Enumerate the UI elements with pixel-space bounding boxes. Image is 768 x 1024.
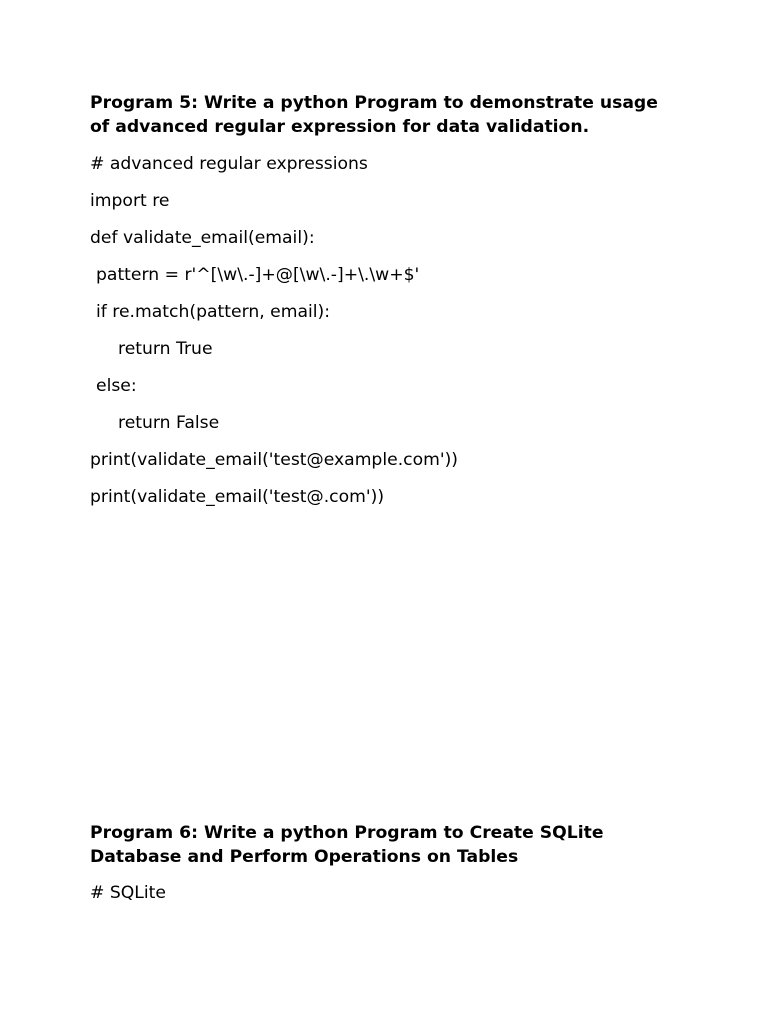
code-if-line: if re.match(pattern, email):	[96, 302, 331, 322]
program-5-heading	[90, 91, 700, 139]
program-5-heading-line-2: of advanced regular expression for data validation.	[90, 117, 590, 137]
code-print-line-2: print(validate_email('test@.com'))	[90, 487, 385, 507]
code-pattern-line: pattern = r'^[\w\.-]+@[\w\.-]+\.\w+$'	[96, 265, 420, 285]
code-return-true-line: return True	[118, 339, 213, 359]
code-print-line-1: print(validate_email('test@example.com'))	[90, 450, 459, 470]
code-import-line: import re	[90, 191, 170, 211]
program-6-heading-line-1: Program 6: Write a python Program to Create SQLite	[90, 823, 604, 843]
program-6-heading	[90, 821, 700, 869]
code-def-line: def validate_email(email):	[90, 228, 315, 248]
code-comment-line: # advanced regular expressions	[90, 154, 368, 174]
program-5-heading-line-1: Program 5: Write a python Program to demonstrate usage	[90, 93, 658, 113]
code-sqlite-comment-line: # SQLite	[90, 883, 166, 903]
program-6-heading-line-2: Database and Perform Operations on Tables	[90, 847, 519, 867]
code-return-false-line: return False	[118, 413, 220, 433]
code-else-line: else:	[96, 376, 137, 396]
